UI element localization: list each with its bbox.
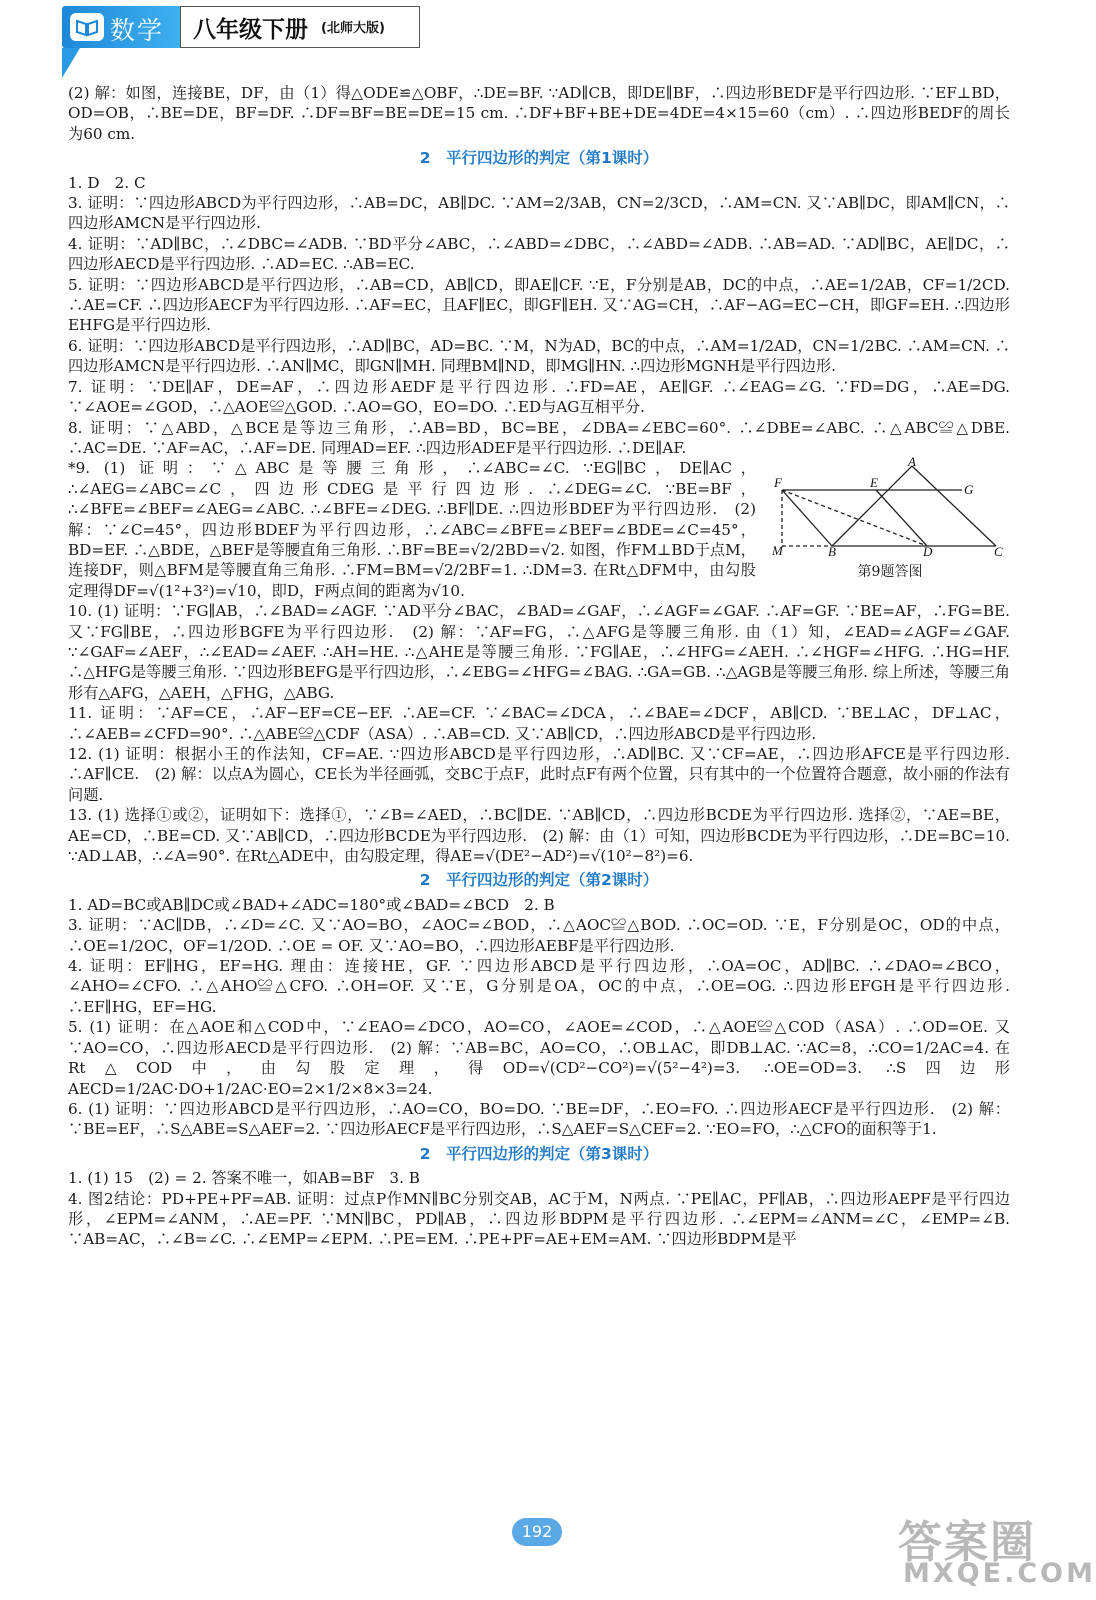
answer-paragraph: 13. (1) 选择①或②，证明如下：选择①，∵∠B=∠AED，∴BC∥DE. ∵AB∥CD，∴四边形BCDE为平行四边形. 选择②，∵AE=BE，AE=CD，∴BE=CD. 又∵AB∥CD，∴四边形BCDE为平行四边形. (2) 解：由（1）可知，四边形BCDE为平行四边形，∴DE=BC=10. ∵AD⊥AB，∴∠A=90°. 在Rt△ADE中，由勾股定理，得AE=√(DE²−AD²)=√(10²−8²)=6. <box>68 806 1010 866</box>
answer-paragraph: 6. (1) 证明：∵四边形ABCD是平行四边形，∴AO=CO，BO=DO. ∵BE=DF，∴EO=FO. ∴四边形AECF是平行四边形. (2) 解：∵BE=EF，∴S△ABE=S△AEF=2. ∵四边形AECF是平行四边形，∴S△AEF=S△CEF=2. ∵EO=FO，∴△CFO的面积等于1. <box>68 1099 1010 1139</box>
answer-paragraph: 8. 证明：∵△ABD，△BCE是等边三角形，∴AB=BD，BC=BE，∠DBA=∠EBC=60°. ∴∠DBE=∠ABC. ∴△ABC≌△DBE. ∴AC=DE. ∵AF=AC，∴AF=DE. 同理AD=EF. ∴四边形ADEF是平行四边形. ∴DE∥AF. <box>68 418 1010 457</box>
edition-label: (北师大版) <box>321 21 385 36</box>
header-tab-decoration <box>62 48 80 78</box>
answer-paragraph: 10. (1) 证明：∵FG∥AB，∴∠BAD=∠AGF. ∵AD平分∠BAC，∠BAD=∠GAF，∴∠AGF=∠GAF. ∴AF=GF. ∵BE=AF，∴FG=BE. 又∵FG∥BE，∴四边形BGFE为平行四边形. (2) 解：∵AF=FG，∴△AFG是等腰三角形. 由（1）知，∠EAD=∠AGF=∠GAF. ∵∠GAF=∠AEF，∴∠EAD=∠AEF. ∴AH=HE. ∴△AHE是等腰三角形. ∵FG∥AE，∴∠HFG=∠AEH. ∴∠HGF=∠HFG. ∴HG=HF. ∴△HFG是等腰三角形. ∵四边形BEFG是平行四边形，∴∠EBG=∠HFG=∠BAG. ∴GA=GB. ∴△AGB是等腰三角形. 综上所述，等腰三角形有△AFG，△AEH，△FHG，△ABG. <box>68 602 1010 702</box>
answer-paragraph: 5. (1) 证明：在△AOE和△COD中，∵∠EAO=∠DCO，AO=CO，∠AOE=∠COD，∴△AOE≌△COD（ASA）. ∴OD=OE. 又∵AO=CO，∴四边形AECD是平行四边形. (2) 解：∵AB=BC，AO=CO，∴OB⊥AC，即DB⊥AC. ∵AC=8，∴CO=1/2AC=4. 在Rt△COD中，由勾股定理，得OD=√(CD²−CO²)=√(5²−4²)=3. ∴OE=OD=3. ∴S四边形AECD=1/2AC·DO+1/2AC·EO=2×1/2×8×3=24. <box>68 1018 1010 1098</box>
book-leaf-icon <box>70 13 104 41</box>
point-label-B: B <box>828 544 836 560</box>
answer-paragraph: 4. 图2结论：PD+PE+PF=AB. 证明：过点P作MN∥BC分别交AB，AC于M，N两点. ∵PE∥AC，PF∥AB，∴四边形AEPF是平行四边形，∠EPM=∠ANM，∴AE=PF. ∵MN∥BC，PD∥AB，∴四边形BDPM是平行四边形. ∴∠EPM=∠ANM=∠C，∠EMP=∠B. ∵AB=AC，∴∠B=∠C. ∴∠EMP=∠EPM. ∴PE=EM. ∴PE+PF=AE+EM=AM. ∵四边形BDPM是平 <box>68 1189 1010 1249</box>
section-heading: 2 平行四边形的判定（第1课时） <box>419 149 659 168</box>
grade-title: 八年级下册 <box>193 17 308 43</box>
page-number: 192 <box>512 1518 562 1546</box>
answer-paragraph: (2) 解：如图，连接BE，DF，由（1）得△ODE≌△OBF，∴DE=BF. ∵AD∥CB，即DE∥BF，∴四边形BEDF是平行四边形. ∵EF⊥BD，OD=OB，∴BE=DE，BF=DF. ∴DF=BF=BE=DE=15 cm. ∴DF+BF+BE+DE=4DE=4×15=60（cm）. ∴四边形BEDF的周长为60 cm. <box>68 84 1010 143</box>
page-footer <box>0 1500 1096 1600</box>
answer-content <box>68 83 1010 1250</box>
answer-paragraph: 1. (1) 15 (2) = 2. 答案不唯一，如AB=BF 3. B <box>68 1169 420 1188</box>
point-label-E: E <box>870 475 878 491</box>
answer-paragraph: 11. 证明：∵AF=CE，∴AF−EF=CE−EF. ∴AE=CF. ∵∠BAC=∠DCA，∴∠BAE=∠DCF，AB∥CD. ∵BE⊥AC，DF⊥AC，∴∠AEB=∠CFD=90°. ∴△ABE≌△CDF（ASA）. ∴AB=CD. 又∵AB∥CD，∴四边形ABCD是平行四边形. <box>68 704 1010 743</box>
answer-paragraph: 1. AD=BC或AB∥DC或∠BAD+∠ADC=180°或∠BAD=∠BCD 2. B <box>68 895 555 914</box>
answer-paragraph: 1. D 2. C <box>68 173 146 192</box>
subject-title: 数学 <box>110 16 165 45</box>
answer-paragraph: 3. 证明：∵四边形ABCD为平行四边形，∴AB=DC，AB∥DC. ∵AM=2/3AB，CN=2/3CD，∴AM=CN. 又∵AB∥DC，即AM∥CN，∴四边形AMCN是平行四边形. <box>68 194 1010 233</box>
point-label-M: M <box>772 543 783 559</box>
answer-paragraph: 5. 证明：∵四边形ABCD是平行四边形，∴AB=CD，AB∥CD，即AE∥CF. ∵E，F分别是AB，DC的中点，∴AE=1/2AB，CF=1/2CD. ∴AE=CF. ∴四边形AECF为平行四边形. ∴AF=EC，且AF∥EC，即GF∥EH. 又∵AG=CH，∴AF−AG=EC−CH，即GF=EH. ∴四边形EHFG是平行四边形. <box>68 275 1010 335</box>
answer-paragraph: *9. (1) 证明：∵△ABC是等腰三角形，∴∠ABC=∠C. ∵EG∥BC，DE∥AC，∴∠AEG=∠ABC=∠C，四边形CDEG是平行四边形. ∴∠DEG=∠C. ∵BE=BF，∴∠BFE=∠BEF=∠AEG=∠ABC. ∴∠BFE=∠DEG. ∴BF∥DE. ∴四边形BDEF为平行四边形. (2) 解：∵∠C=45°，四边形BDEF为平行四边形，∴∠ABC=∠BFE=∠BEF=∠BDE=∠C=45°，BD=EF. ∴△BDE，△BEF是等腰直角三角形. ∴BF=BE=√2/2BD=√2. 如图，作FM⊥BD于点M，连接DF，则△BFM是等腰直角三角形. ∴FM=BM=√2/2BF=1. ∴DM=3. 在Rt△DFM中，由勾股定理得DF=√(1²+3²)=√10，即D，F两点间的距离为√10. <box>68 459 756 600</box>
answer-paragraph: 4. 证明：∵AD∥BC，∴∠DBC=∠ADB. ∵BD平分∠ABC，∴∠ABD=∠DBC，∴∠ABD=∠ADB. ∴AB=AD. ∵AD∥BC，AE∥DC，∴四边形AECD是平行四边形. ∴AD=EC. ∴AB=EC. <box>68 234 1010 274</box>
answer-paragraph: 3. 证明：∵AC∥DB，∴∠D=∠C. 又∵AO=BO，∠AOC=∠BOD，∴△AOC≌△BOD. ∴OC=OD. ∵E，F分别是OC，OD的中点，∴OE=1/2OC，OF=1/2OD. ∴OE = OF. 又∵AO=BO，∴四边形AEBF是平行四边形. <box>68 916 1010 955</box>
subject-banner <box>62 6 180 48</box>
point-label-C: C <box>994 544 1003 560</box>
point-label-F: F <box>774 475 782 491</box>
section-heading: 2 平行四边形的判定（第2课时） <box>419 871 659 890</box>
answer-paragraph: 12. (1) 证明：根据小王的作法知，CF=AE. ∵四边形ABCD是平行四边形，∴AD∥BC. 又∵CF=AE，∴四边形AFCE是平行四边形. ∴AF∥CE. (2) 解：以点A为圆心，CE长为半径画弧，交BC于点F，此时点F有两个位置，只有其中的一个位置符合题意，故小丽的作法有问题. <box>68 745 1010 804</box>
page-header <box>62 6 422 52</box>
watermark-url: MXQE.COM <box>903 1558 1096 1589</box>
point-label-D: D <box>923 544 933 560</box>
section-heading: 2 平行四边形的判定（第3课时） <box>419 1144 659 1163</box>
answer-paragraph: 4. 证明：EF∥HG，EF=HG. 理由：连接HE，GF. ∵四边形ABCD是平行四边形，∴OA=OC，AD∥BC. ∴∠DAO=∠BCO，∠AHO=∠CFO. ∴△AHO≌△CFO. ∴OH=OF. 又∵E，G分别是OA，OC的中点，∴OE=OG. ∴四边形EFGH是平行四边形. ∴EF∥HG，EF=HG. <box>68 957 1010 1016</box>
watermark-logo-text: 答案圈 <box>898 1517 1036 1568</box>
parallelogram-diagram <box>772 454 1008 560</box>
answer-paragraph: 7. 证明：∵DE∥AF，DE=AF，∴四边形AEDF是平行四边形. ∴FD=AE，AE∥GF. ∴∠EAG=∠G. ∵FD=DG，∴AE=DG. ∵∠AOE=∠GOD，∴△AOE≌△GOD. ∴AO=GO，EO=DO. ∴ED与AG互相平分. <box>68 377 1010 417</box>
point-label-G: G <box>964 482 974 498</box>
point-label-A: A <box>908 454 916 470</box>
figure-caption: 第9题答图 <box>857 563 923 580</box>
grade-box <box>180 6 420 48</box>
answer-paragraph: 6. 证明：∵四边形ABCD是平行四边形，∴AD∥BC，AD=BC. ∵M，N为AD，BC的中点，∴AM=1/2AD，CN=1/2BC. ∴AM=CN. ∴四边形AMCN是平行四边形. ∴AN∥MC，即GN∥MH. 同理BM∥ND，即MG∥HN. ∴四边形MGNH是平行四边形. <box>68 336 1010 376</box>
question-9-figure <box>770 454 1010 582</box>
